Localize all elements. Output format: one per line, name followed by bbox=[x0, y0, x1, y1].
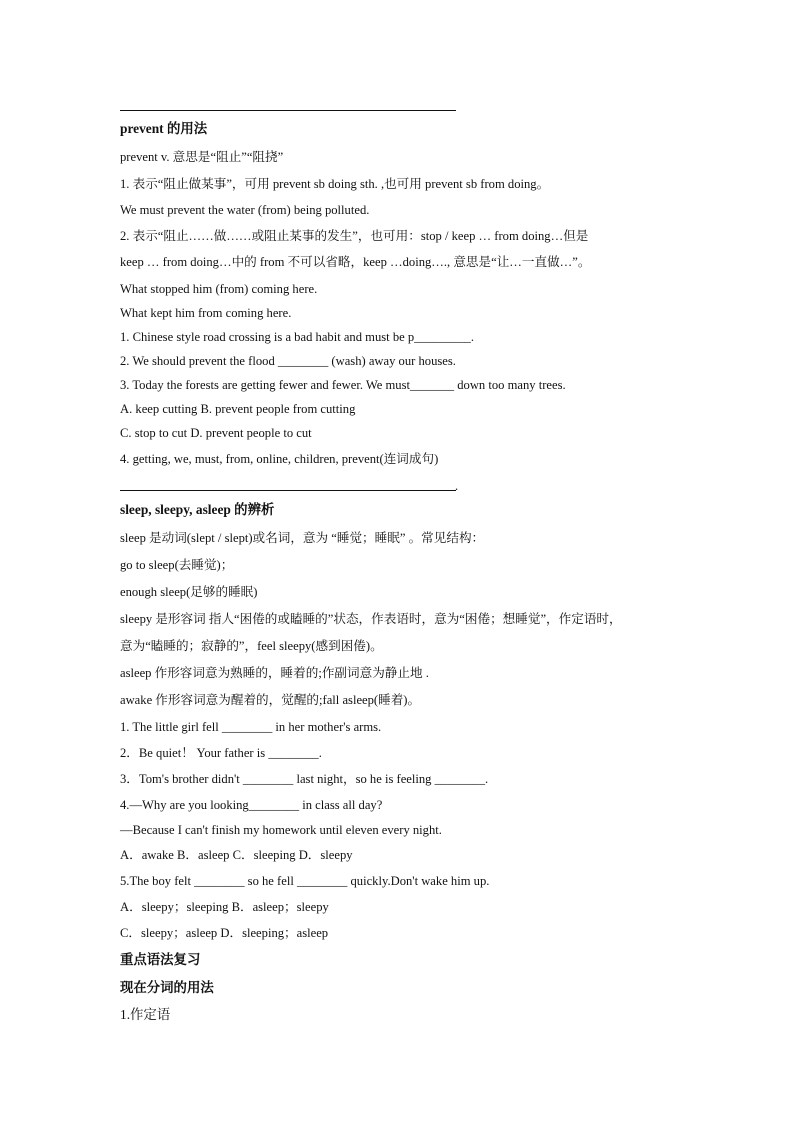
section-heading-sleep: sleep, sleepy, asleep 的辨析 bbox=[120, 502, 275, 517]
sleep-exercise-5-options-a-b: A．sleepy；sleeping B．asleep；sleepy bbox=[120, 900, 329, 914]
asleep-definition: asleep 作形容词意为熟睡的，睡着的;作副词意为静止地 . bbox=[120, 666, 429, 680]
sleep-exercise-2: 2．Be quiet！ Your father is ________. bbox=[120, 746, 322, 760]
sleep-exercise-4: 4.—Why are you looking________ in class all day? bbox=[120, 798, 383, 812]
prevent-usage-2-cont: keep … from doing…中的 from 不可以省略，keep …doing…., 意思是“让…一直做…”。 bbox=[120, 255, 591, 269]
section-heading-prevent: prevent 的用法 bbox=[120, 121, 208, 136]
awake-definition: awake 作形容词意为醒着的，觉醒的;fall asleep(睡着)。 bbox=[120, 693, 421, 707]
sleep-exercise-5: 5.The boy felt ________ so he fell ________ quickly.Don't wake him up. bbox=[120, 874, 490, 888]
sleep-definition: sleep 是动词(slept / slept)或名词，意为 “睡觉；睡眠” 。常见结构： bbox=[120, 531, 485, 545]
participle-attributive: 1.作定语 bbox=[120, 1007, 171, 1022]
prevent-usage-1: 1. 表示“阻止做某事”，可用 prevent sb doing sth. ,也可用 prevent sb from doing。 bbox=[120, 177, 550, 191]
sleep-structure-1: go to sleep(去睡觉)； bbox=[120, 558, 234, 572]
sleepy-definition-cont: 意为“瞌睡的；寂静的”，feel sleepy(感到困倦)。 bbox=[120, 639, 383, 653]
exercise-1: 1. Chinese style road crossing is a bad habit and must be p_________. bbox=[120, 330, 474, 344]
sleep-exercise-4-options: A．awake B．asleep C．sleeping D．sleepy bbox=[120, 848, 353, 862]
prevent-example-3: What kept him from coming here. bbox=[120, 306, 292, 320]
present-participle-heading: 现在分词的用法 bbox=[120, 980, 214, 995]
prevent-example-2: What stopped him (from) coming here. bbox=[120, 282, 318, 296]
answer-line bbox=[120, 490, 456, 491]
exercise-4: 4. getting, we, must, from, online, children, prevent(连词成句) bbox=[120, 452, 439, 466]
sleep-exercise-3: 3．Tom's brother didn't ________ last night，so he is feeling ________. bbox=[120, 772, 489, 786]
sleep-exercise-5-options-c-d: C．sleepy；asleep D．sleeping；asleep bbox=[120, 926, 329, 940]
answer-line-period: . bbox=[455, 479, 459, 493]
exercise-3-options-a-b: A. keep cutting B. prevent people from cutting bbox=[120, 402, 356, 416]
prevent-definition: prevent v. 意思是“阻止”“阻挠” bbox=[120, 150, 284, 164]
sleep-exercise-4-reply: —Because I can't finish my homework until eleven every night. bbox=[120, 823, 442, 837]
grammar-review-heading: 重点语法复习 bbox=[120, 952, 201, 967]
prevent-example-1: We must prevent the water (from) being polluted. bbox=[120, 203, 370, 217]
sleepy-definition: sleepy 是形容词 指人“困倦的或瞌睡的”状态，作表语时，意为“困倦；想睡觉”，作定语时， bbox=[120, 612, 622, 626]
exercise-3: 3. Today the forests are getting fewer and fewer. We must_______ down too many trees. bbox=[120, 378, 566, 392]
exercise-3-options-c-d: C. stop to cut D. prevent people to cut bbox=[120, 426, 312, 440]
prevent-usage-2: 2. 表示“阻止……做……或阻止某事的发生”，也可用：stop / keep … from doing…但是 bbox=[120, 229, 589, 243]
exercise-2: 2. We should prevent the flood ________ (wash) away our houses. bbox=[120, 354, 456, 368]
sleep-structure-2: enough sleep(足够的睡眠) bbox=[120, 585, 258, 599]
top-rule bbox=[120, 110, 456, 111]
sleep-exercise-1: 1. The little girl fell ________ in her mother's arms. bbox=[120, 720, 382, 734]
